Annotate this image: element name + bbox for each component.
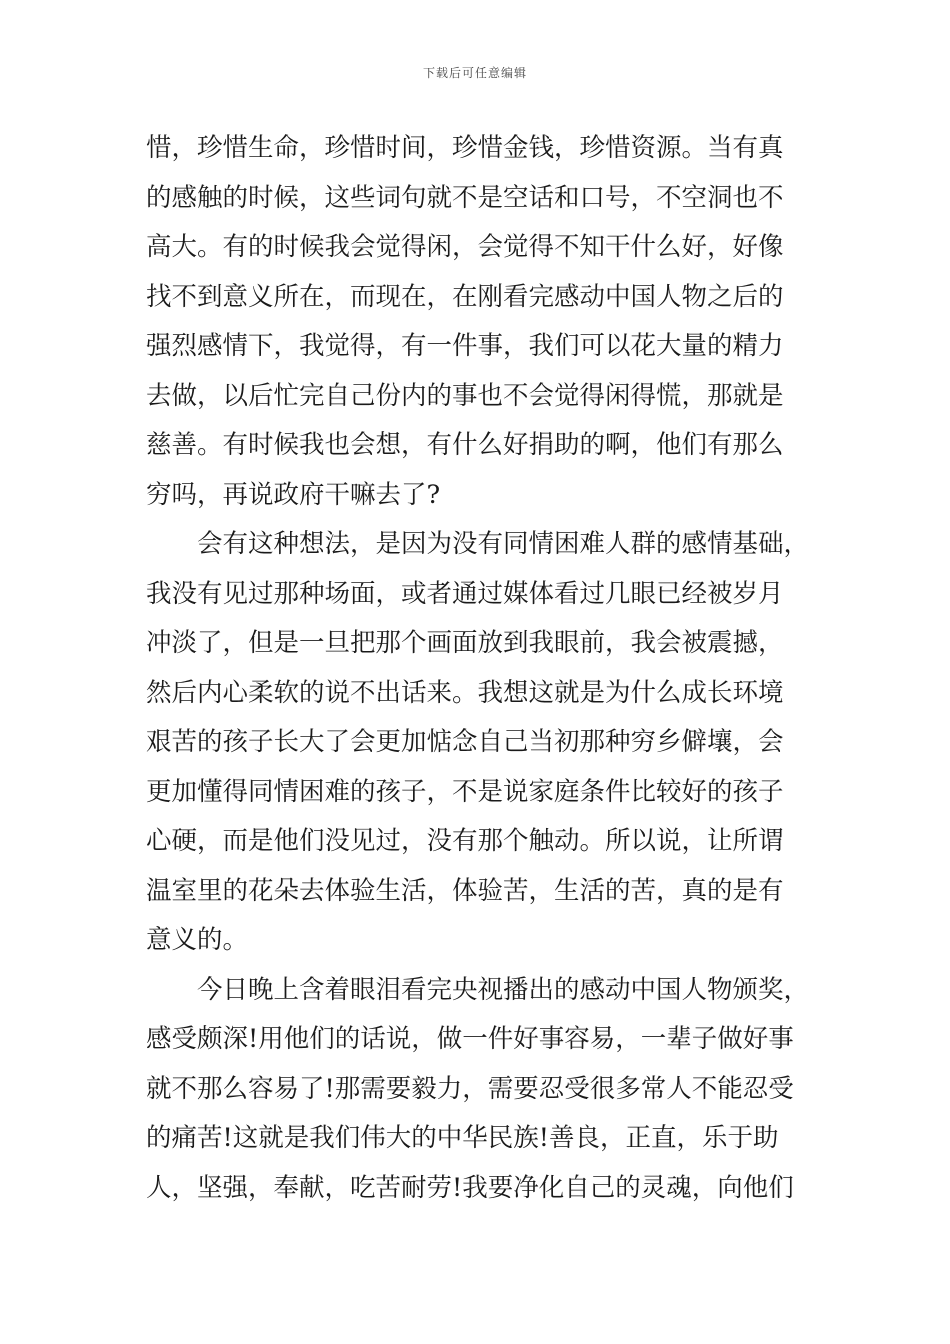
paragraph-first-line: 今日晚上含着眼泪看完央视播出的感动中国人物颁奖， [197, 974, 810, 1005]
text-line: 去做，以后忙完自己份内的事也不会觉得闲得慌，那就是 [146, 380, 784, 411]
text-line: 高大。有的时候我会觉得闲，会觉得不知干什么好，好像 [146, 232, 784, 262]
text-line: 穷吗，再说政府干嘛去了? [146, 479, 441, 510]
page-header: 下载后可任意编辑 [422, 66, 527, 80]
text-line: 意义的。 [146, 925, 249, 955]
document-body [146, 124, 814, 1213]
text-line: 找不到意义所在，而现在，在刚看完感动中国人物之后的 [146, 281, 784, 312]
text-line: 惜，珍惜生命，珍惜时间，珍惜金钱，珍惜资源。当有真 [146, 133, 784, 163]
text-line: 我没有见过那种场面，或者通过媒体看过几眼已经被岁月 [146, 578, 784, 609]
text-line: 的痛苦!这就是我们伟大的中华民族!善良，正直，乐于助 [146, 1123, 779, 1153]
text-line: 强烈感情下，我觉得，有一件事，我们可以花大量的精力 [146, 331, 784, 361]
text-line: 更加懂得同情困难的孩子，不是说家庭条件比较好的孩子 [146, 776, 784, 807]
text-line: 温室里的花朵去体验生活，体验苦，生活的苦，真的是有 [146, 875, 784, 906]
text-line: 然后内心柔软的说不出话来。我想这就是为什么成长环境 [146, 677, 784, 708]
text-line: 感受颇深!用他们的话说，做一件好事容易，一辈子做好事 [146, 1024, 794, 1054]
text-line: 慈善。有时候我也会想，有什么好捐助的啊，他们有那么 [146, 430, 784, 460]
text-line: 的感触的时候，这些词句就不是空话和口号，不空洞也不 [146, 182, 784, 213]
paragraph-first-line: 会有这种想法，是因为没有同情困难人群的感情基础， [197, 529, 810, 559]
text-line: 冲淡了，但是一旦把那个画面放到我眼前，我会被震撼， [146, 628, 784, 658]
text-line: 就不那么容易了!那需要毅力，需要忍受很多常人不能忍受 [146, 1073, 794, 1104]
text-line: 心硬，而是他们没见过，没有那个触动。所以说，让所谓 [146, 826, 784, 856]
text-line: 艰苦的孩子长大了会更加惦念自己当初那种穷乡僻壤，会 [146, 727, 784, 757]
text-line: 人，坚强，奉献，吃苦耐劳!我要净化自己的灵魂，向他们 [146, 1172, 794, 1203]
